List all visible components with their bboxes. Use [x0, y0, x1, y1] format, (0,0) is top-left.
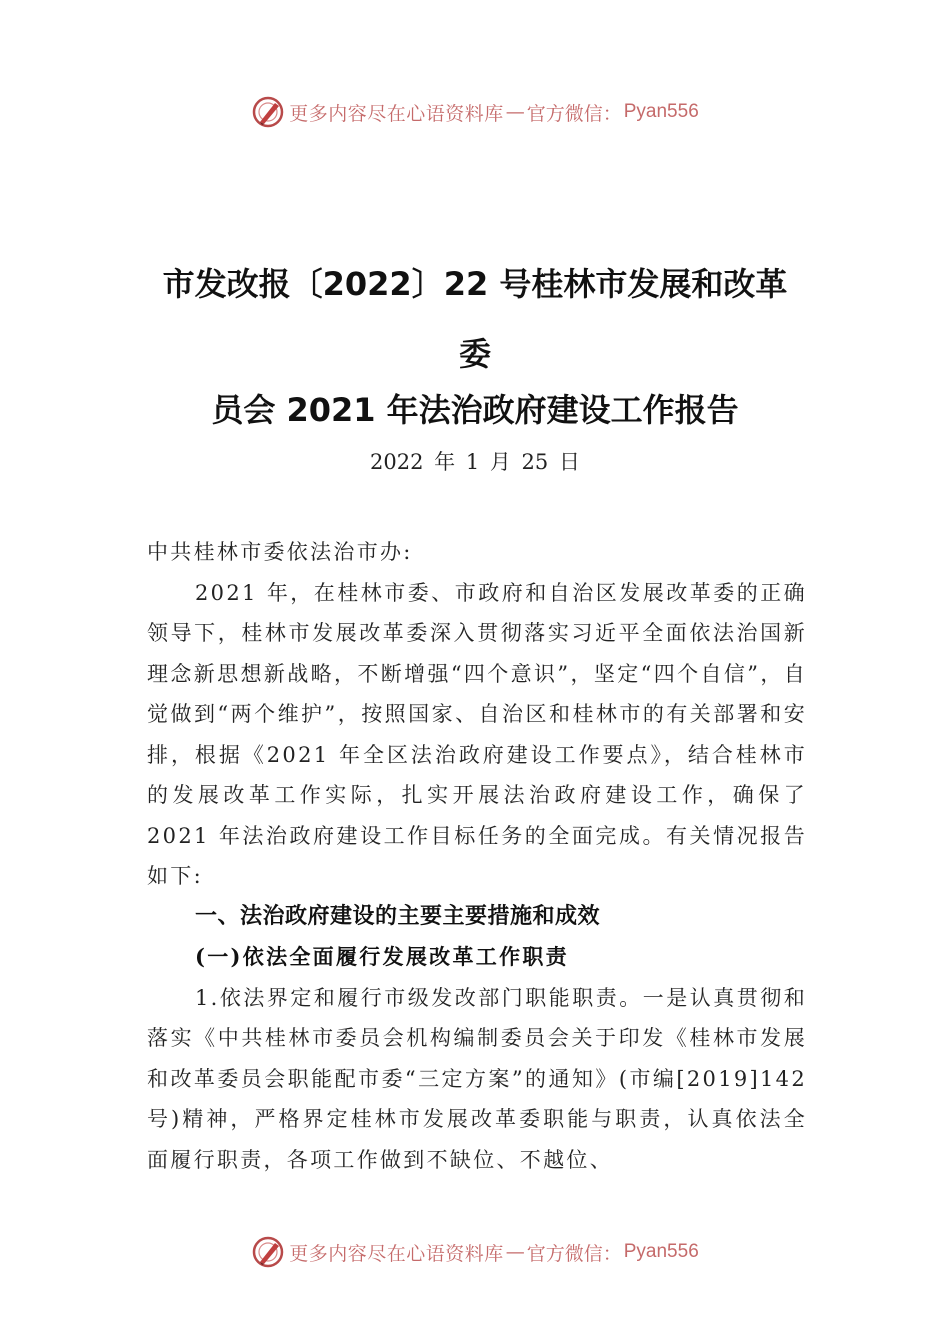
document-body — [147, 532, 807, 1180]
pen-logo-icon — [251, 95, 285, 129]
addressee: 中共桂林市委依法治市办: — [147, 540, 413, 564]
banner-dash: — — [505, 1241, 525, 1263]
subsection-heading-1: (一)依法全面履行发展改革工作职责 — [195, 944, 569, 969]
banner-wechat-id: Pyan556 — [623, 101, 699, 122]
document-date: 2022 年 1 月 25 日 — [370, 450, 580, 474]
banner-text: 更多内容尽在心语资料库 — [289, 102, 504, 125]
document-title-line2: 委 — [458, 335, 491, 373]
document-title-line3: 员会 2021 年法治政府建设工作报告 — [211, 391, 739, 429]
footer-banner — [0, 1232, 950, 1272]
banner-text: 更多内容尽在心语资料库 — [289, 1242, 504, 1265]
banner-label: 官方微信： — [526, 102, 622, 125]
paragraph-duties: 1.依法界定和履行市级发改部门职能职责。一是认真贯彻和落实《中共桂林市委员会机构编制委员会关于印发《桂林市发展和改革委员会职能配市委“三定方案”的通知》(市编[2019]142 号)精神，严格界定桂林市发展改革委职能与职责，认真依法全面履行职责，各项工作做到不缺位、不越位、 — [147, 985, 807, 1172]
banner-label: 官方微信： — [526, 1242, 622, 1265]
paragraph-intro: 2021 年，在桂林市委、市政府和自治区发展改革委的正确领导下，桂林市发展改革委深入贯彻落实习近平全面依法治国新理念新思想新战略，不断增强“四个意识”，坚定“四个自信”，自觉做到“两个维护”，按照国家、自治区和桂林市的有关部署和安排，根据《2021 年全区法治政府建设工作要点》，结合桂林市的发展改革工作实际，扎实开展法治政府建设工作，确保了 2021 年法治政府建设工作目标任务的全面完成。有关情况报告如下: — [147, 580, 807, 888]
header-banner — [0, 92, 950, 132]
section-heading-1: 一、法治政府建设的主要主要措施和成效 — [195, 903, 601, 929]
document-title-line1: 市发改报〔2022〕22 号桂林市发展和改革 — [162, 265, 788, 303]
banner-wechat-id: Pyan556 — [623, 1241, 699, 1262]
pen-logo-icon — [251, 1235, 285, 1269]
banner-dash: — — [505, 101, 525, 123]
